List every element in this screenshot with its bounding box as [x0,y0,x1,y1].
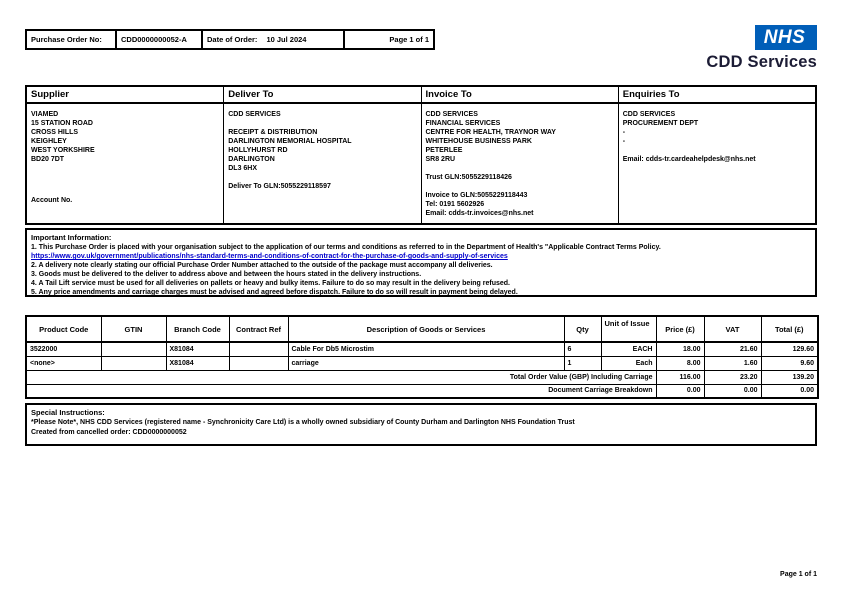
terms-line-5: 5. Any price amendments and carriage charges must be advised and agreed before dispatch. Failure to do so will result in payment being delayed. [31,289,518,296]
item-total: 129.60 [761,342,818,356]
item-unit: Each [601,356,656,370]
org-wordmark: CDD Services [706,53,817,71]
address-line: - [622,129,626,136]
items-header-row [26,316,818,342]
page-footer: Page 1 of 1 [780,571,817,578]
address-line: KEIGHLEY [31,138,67,145]
deliver-to-gln: Deliver To GLN:5055229118597 [228,183,331,190]
important-information-title: Important Information: [31,233,112,242]
account-number-label: Account No. [31,197,73,204]
address-table [25,85,817,225]
carriage-vat: 0.00 [704,384,761,398]
item-price: 18.00 [656,342,704,356]
deliver-to-heading: Deliver To [224,87,420,104]
item-description: Cable For Db5 Microstim [288,342,564,356]
carriage-price: 0.00 [656,384,704,398]
po-header-bar [25,29,435,50]
supplier-heading: Supplier [27,87,223,104]
carriage-breakdown-row [26,384,818,398]
item-total: 9.60 [761,356,818,370]
address-line: RECEIPT & DISTRIBUTION [228,129,318,136]
address-line [426,164,614,173]
special-instructions-box [25,403,817,446]
important-information-box [25,228,817,297]
special-instructions-title: Special Instructions: [31,408,105,417]
cancelled-order-note: Created from cancelled order: CDD0000000052 [31,429,187,436]
address-line: WEST YORKSHIRE [31,147,95,154]
item-contract-ref [229,356,288,370]
deliver-to-panel [224,87,421,223]
special-instructions-note: *Please Note*, NHS CDD Services (registered name - Synchronicity Care Ltd) is a wholly owned subsidiary of County Durham and Darlington NHS Foundation Trust [31,419,575,426]
address-line: CDD SERVICES [425,111,478,118]
col-header-price: Price (£) [656,316,704,342]
col-header-description: Description of Goods or Services [288,316,564,342]
item-unit: EACH [601,342,656,356]
order-date-label: Date of Order: [207,35,258,44]
item-description: carriage [288,356,564,370]
col-header-total: Total (£) [761,316,818,342]
terms-link[interactable]: https://www.gov.uk/government/publications/nhs-standard-terms-and-conditions-of-contract-for-the-purchase-of-goods-and-supply-of-services [31,253,508,260]
address-line: 15 STATION ROAD [31,120,93,127]
item-gtin [101,342,166,356]
col-header-gtin: GTIN [101,316,166,342]
address-line: CDD SERVICES [622,111,676,118]
order-date-cell [203,31,345,48]
address-line: SR8 2RU [425,156,456,163]
carriage-breakdown-label: Document Carriage Breakdown [26,384,656,398]
address-line: BD20 7DT [31,156,65,163]
enquiries-to-heading: Enquiries To [619,87,815,104]
address-line: PETERLEE [425,147,463,154]
trust-gln: Trust GLN:5055229118426 [425,174,512,181]
order-total-price: 116.00 [656,370,704,384]
order-total-row [26,370,818,384]
item-vat: 21.60 [704,342,761,356]
invoice-email: Email: cdds-tr.invoices@nhs.net [425,210,534,217]
address-line: VIAMED [31,111,59,118]
address-line: DARLINGTON [228,156,275,163]
item-contract-ref [229,342,288,356]
col-header-contract-ref: Contract Ref [229,316,288,342]
item-product-code: <none> [26,356,101,370]
po-page-indicator: Page 1 of 1 [389,35,429,44]
address-line: DL3 6HX [228,165,258,172]
col-header-vat: VAT [704,316,761,342]
terms-line-1: 1. This Purchase Order is placed with your organisation subject to the application of our terms and conditions as referred to in the Department of Health's "Applicable Contract Terms Policy. [31,244,661,251]
address-line: CENTRE FOR HEALTH, TRAYNOR WAY [425,129,556,136]
item-price: 8.00 [656,356,704,370]
enquiries-email: Email: cdds-tr.cardeahelpdesk@nhs.net [622,156,756,163]
col-header-branch-code: Branch Code [166,316,229,342]
address-line: FINANCIAL SERVICES [425,120,501,127]
order-date-value: 10 Jul 2024 [266,35,307,44]
address-line: - [622,138,626,145]
order-total-vat: 23.20 [704,370,761,384]
order-total-label: Total Order Value (GBP) Including Carriage [26,370,656,384]
deliver-to-address [224,104,420,191]
invoice-phone: Tel: 0191 5602926 [425,201,485,208]
nhs-logo: NHS [755,25,817,50]
address-line [228,119,416,128]
invoice-gln: Invoice to GLN:5055229118443 [425,192,528,199]
address-line: CDD SERVICES [228,111,281,118]
po-number-value: CDD0000000052-A [117,31,203,48]
address-line: WHITEHOUSE BUSINESS PARK [425,138,532,145]
item-product-code: 3522000 [26,342,101,356]
po-number-label: Purchase Order No: [27,31,117,48]
address-line [426,182,614,191]
address-line: CROSS HILLS [31,129,79,136]
enquiries-to-panel [619,87,815,223]
col-header-product-code: Product Code [26,316,101,342]
supplier-address [27,104,223,205]
carriage-total: 0.00 [761,384,818,398]
terms-line-3: 3. Goods must be delivered to the deliver to address above and between the hours stated in the delivery instructions. [31,271,422,278]
invoice-to-heading: Invoice To [422,87,618,104]
address-line: DARLINGTON MEMORIAL HOSPITAL [228,138,352,145]
order-total-total: 139.20 [761,370,818,384]
col-header-qty: Qty [564,316,601,342]
terms-line-2: 2. A delivery note clearly stating our official Purchase Order Number attached to the outside of the package must accompany all deliveries. [31,262,493,269]
item-row [26,342,818,356]
terms-line-4: 4. A Tail Lift service must be used for all deliveries on pallets or heavy and bulky items. Failure to do so may result in the delivery being refused. [31,280,510,287]
invoice-to-address [422,104,618,218]
invoice-to-panel [422,87,619,223]
item-row [26,356,818,370]
address-line [228,173,416,182]
item-branch-code: X81084 [166,342,229,356]
address-line: PROCUREMENT DEPT [622,120,699,127]
enquiries-to-address [619,104,815,164]
items-table [25,315,817,399]
col-header-unit-of-issue: Unit of Issue [601,316,656,342]
item-qty: 6 [564,342,601,356]
item-vat: 1.60 [704,356,761,370]
item-gtin [101,356,166,370]
address-line: HOLLYHURST RD [228,147,288,154]
item-qty: 1 [564,356,601,370]
address-line [623,146,811,155]
supplier-panel [27,87,224,223]
item-branch-code: X81084 [166,356,229,370]
